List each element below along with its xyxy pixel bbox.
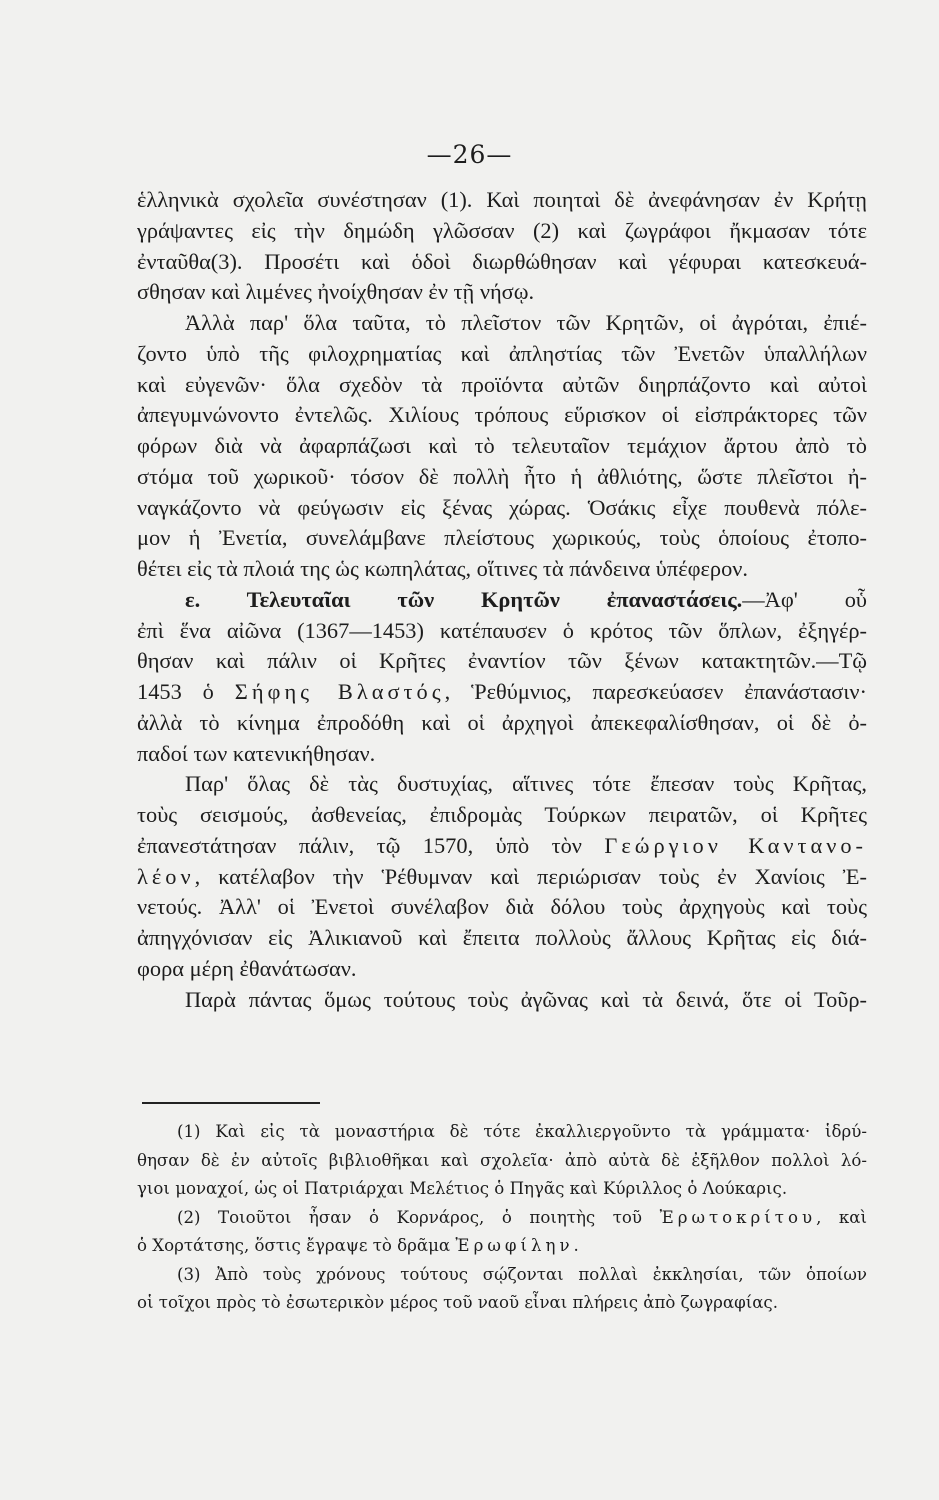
main-text bbox=[137, 185, 867, 1015]
text-line: ζοντο ὑπὸ τῆς φιλοχρηματίας καὶ ἀπληστίας τῶν Ἐνετῶν ὑπαλλήλων bbox=[137, 340, 867, 366]
footnote-line: θησαν δὲ ἐν αὐτοῖς βιβλιοθῆκαι καὶ σχολεῖα· ἀπὸ αὐτὰ δὲ ἐξῆλθον πολλοὶ λό- bbox=[137, 1150, 867, 1170]
spaced-name: λέον bbox=[137, 863, 195, 889]
text-line: ναγκάζοντο νὰ φεύγωσιν εἰς ξένας χώρας. Ὁσάκις εἶχε πουθενὰ πόλε- bbox=[137, 494, 867, 520]
text-line: γράψαντες εἰς τὴν δημώδη γλῶσσαν (2) καὶ ζωγράφοι ἤκμασαν τότε bbox=[137, 217, 867, 243]
text-span: ἐπανεστάτησαν πάλιν, τῷ 1570, ὑπὸ τὸν bbox=[137, 832, 582, 858]
text-line: ἀλλὰ τὸ κίνημα ἐπροδόθη καὶ οἱ ἀρχηγοὶ ἀπεκεφαλίσθησαν, οἱ δὲ ὀ- bbox=[137, 709, 867, 735]
text-span: , καὶ bbox=[816, 1207, 867, 1227]
footnote-divider bbox=[142, 1102, 320, 1104]
text-line: ἑλληνικὰ σχολεῖα συνέστησαν (1). Καὶ ποιηταὶ δὲ ἀνεφάνησαν ἐν Κρήτῃ bbox=[137, 187, 867, 212]
text-line bbox=[137, 585, 867, 616]
text-line bbox=[137, 677, 867, 708]
footnote-line: (3) Ἀπὸ τοὺς χρόνους τούτους σῴζονται πολλαὶ ἐκκλησίαι, τῶν ὁποίων bbox=[177, 1264, 867, 1284]
spaced-name: Σήφης Βλαστός bbox=[234, 679, 445, 704]
text-line: Παρὰ πάντας ὅμως τούτους τοὺς ἀγῶνας καὶ τὰ δεινά, ὅτε οἱ Τοῦρ- bbox=[185, 986, 867, 1012]
text-line: σθησαν καὶ λιμένες ἠνοίχθησαν ἐν τῇ νήσῳ. bbox=[137, 279, 535, 305]
page-number: —26— bbox=[426, 140, 513, 169]
footnote-line: (1) Καὶ εἰς τὰ μοναστήρια δὲ τότε ἐκαλλιεργοῦντο τὰ γράμματα· ἱδρύ- bbox=[177, 1122, 867, 1141]
text-span: —Ἀφ' οὗ bbox=[742, 586, 867, 612]
footnote-line bbox=[137, 1232, 867, 1261]
text-line: νετούς. Ἀλλ' οἱ Ἐνετοὶ συνέλαβον διὰ δόλου τοὺς ἀρχηγοὺς καὶ τοὺς bbox=[137, 894, 867, 920]
text-line: ἀπεγυμνώνοντο ἐντελῶς. Χιλίους τρόπους εὕρισκον οἱ εἰσπράκτορες τῶν bbox=[137, 402, 867, 428]
footnote-line: γιοι μοναχοί, ὡς οἱ Πατριάρχαι Μελέτιος ὁ Πηγᾶς καὶ Κύριλλος ὁ Λούκαρις. bbox=[137, 1179, 788, 1198]
text-line: παδοί των κατενικήθησαν. bbox=[137, 740, 376, 766]
text-line: θέτει εἰς τὰ πλοιά της ὡς κωπηλάτας, οἵτινες τὰ πάνδεινα ὑπέφερον. bbox=[137, 556, 749, 581]
footnote-line: οἱ τοῖχοι πρὸς τὸ ἐσωτερικὸν μέρος τοῦ ναοῦ εἶναι πλήρεις ἀπὸ ζωγραφίας. bbox=[137, 1293, 778, 1312]
text-line: θησαν καὶ πάλιν οἱ Κρῆτες ἐναντίον τῶν ξένων κατακτητῶν.—Τῷ bbox=[137, 648, 867, 674]
text-line: τοὺς σεισμούς, ἀσθενείας, ἐπιδρομὰς Τούρκων πειρατῶν, οἱ Κρῆτες bbox=[137, 802, 867, 827]
text-line: φόρων διὰ νὰ ἀφαρπάζωσι καὶ τὸ τελευταῖον τεμάχιον ἄρτου ἀπὸ τὸ bbox=[137, 433, 867, 458]
text-line: στόμα τοῦ χωρικοῦ· τόσον δὲ πολλὴ ἦτο ἡ ἀθλιότης, ὥστε πλεῖστοι ἠ- bbox=[137, 463, 867, 489]
text-span: , Ῥεθύμνιος, παρεσκεύασεν ἐπανάστασιν· bbox=[444, 679, 867, 704]
spaced-title: Ἐρωφίλην bbox=[455, 1236, 574, 1255]
text-line: Ἀλλὰ παρ' ὅλα ταῦτα, τὸ πλεῖστον τῶν Κρητῶν, οἱ ἀγρόται, ἐπιέ- bbox=[185, 310, 867, 335]
footnotes bbox=[137, 1118, 867, 1318]
text-line: Παρ' ὅλας δὲ τὰς δυστυχίας, αἵτινες τότε ἔπεσαν τοὺς Κρῆτας, bbox=[185, 771, 867, 797]
text-line bbox=[137, 831, 867, 862]
text-line: ἐπὶ ἕνα αἰῶνα (1367—1453) κατέπαυσεν ὁ κρότος τῶν ὅπλων, ἐξηγέρ- bbox=[137, 617, 867, 643]
text-line: φορα μέρη ἐθανάτωσαν. bbox=[137, 955, 357, 981]
text-line: ἀπηγχόνισαν εἰς Ἀλικιανοῦ καὶ ἔπειτα πολλοὺς ἄλλους Κρῆτας εἰς διά- bbox=[137, 925, 867, 950]
spaced-title: Ἐρωτοκρίτου bbox=[659, 1207, 817, 1227]
text-span: (2) Τοιοῦτοι ἦσαν ὁ Κορνάρος, ὁ ποιητὴς τοῦ bbox=[177, 1207, 642, 1227]
text-span: , κατέλαβον τὴν Ῥέθυμναν καὶ περιώρισαν τοὺς ἐν Χανίοις Ἐ- bbox=[194, 863, 867, 889]
spaced-name: Γεώργιον Καντανο- bbox=[604, 832, 867, 858]
footnote-line bbox=[137, 1204, 867, 1233]
text-span: 1453 ὁ bbox=[137, 679, 214, 704]
text-span: . bbox=[573, 1236, 579, 1255]
text-span: ὁ Χορτάτσης, ὅστις ἔγραψε τὸ δρᾶμα bbox=[137, 1236, 451, 1255]
text-line: καὶ εὐγενῶν· ὅλα σχεδὸν τὰ προϊόντα αὐτῶν διηρπάζοντο καὶ αὐτοὶ bbox=[137, 371, 867, 397]
text-line: μον ἡ Ἐνετία, συνελάμβανε πλείστους χωρικούς, τοὺς ὁποίους ἐτοπο- bbox=[137, 525, 867, 551]
section-heading: ε. Τελευταῖαι τῶν Κρητῶν ἐπαναστάσεις. bbox=[185, 586, 743, 612]
text-line bbox=[137, 862, 867, 893]
text-line: ἐνταῦθα(3). Προσέτι καὶ ὁδοὶ διωρθώθησαν καὶ γέφυραι κατεσκευά- bbox=[137, 248, 867, 274]
